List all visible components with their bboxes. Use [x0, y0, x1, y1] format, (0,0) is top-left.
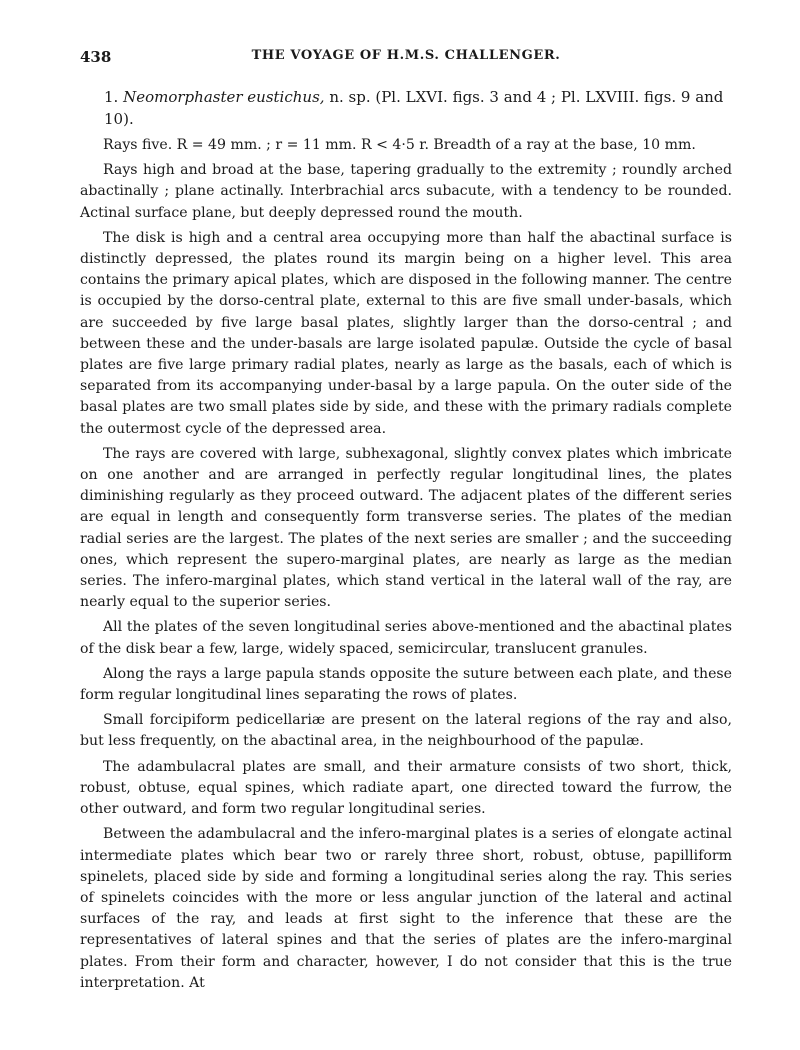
paragraph-adambulacral: The adambulacral plates are small, and their armature consists of two short, thick, robust, obtuse, equal spines, which radiate apart, one directed toward the furrow, the other outward, and form two regular longitudinal series.	[80, 758, 732, 818]
paragraph-granules: All the plates of the seven longitudinal series above-mentioned and the abactinal plates of the disk bear a few, large, widely spaced, semicircular, translucent granules.	[80, 619, 732, 657]
species-heading	[80, 86, 732, 130]
paragraph-pedicellariae: Small forcipiform pedicellariæ are present on the lateral regions of the ray and also, but less frequently, on the abactinal area, in the neighbourhood of the papulæ.	[80, 712, 732, 750]
species-name: Neomorphaster eustichus,	[123, 88, 325, 106]
paragraph-actinal-intermediate: Between the adambulacral and the infero-marginal plates is a series of elongate actinal intermediate plates which bear two or rarely three short, robust, obtuse, papilliform spinelets, placed side by side and forming a longitudinal series along the ray. This series of spinelets coincides with the more or less angular junction of the lateral and actinal surfaces of the ray, and leads at first sight to the inference that these are the representatives of lateral spines and that the series of plates are the infero-marginal plates. From their form and character, however, I do not consider that this is the true interpretation. At	[80, 826, 732, 991]
entry-number: 1.	[104, 88, 119, 106]
paragraph-rays: Rays high and broad at the base, tapering gradually to the extremity ; roundly arched abactinally ; plane actinally. Interbrachial arcs subacute, with a tendency to be rounded. Actinal surface plane, but deeply depressed round the mouth.	[80, 162, 732, 221]
paragraph-papulae: Along the rays a large papula stands opposite the suture between each plate, and these form regular longitudinal lines separating the rows of plates.	[80, 665, 732, 704]
body-text	[80, 135, 732, 994]
paragraph-ray-plates: The rays are covered with large, subhexagonal, slightly convex plates which imbricate on one another and are arranged in perfectly regular longitudinal lines, the plates diminishing regularly as they proceed outward. The adjacent plates of the different series are equal in length and consequently form transverse series. The plates of the median radial series are the largest. The plates of the next series are smaller ; and the succeeding ones, which represent the supero-marginal plates, are nearly as large as the median series. The infero-marginal plates, which stand vertical in the lateral wall of the ray, are nearly equal to the superior series.	[80, 445, 732, 611]
page-header	[80, 42, 732, 68]
page-number: 438	[80, 48, 112, 66]
paragraph-disk: The disk is high and a central area occupying more than half the abactinal surface is distinctly depressed, the plates round its margin being on a higher level. This area contains the primary apical plates, which are disposed in the following manner. The centre is occupied by the dorso-central plate, external to this are five small under-basals, which are succeeded by five large basal plates, slightly larger than the dorso-central ; and between these and the under-basals are large isolated papulæ. Outside the cycle of basal plates are five large primary radial plates, nearly as large as the basals, each of which is separated from its accompanying under-basal by a large papula. On the outer side of the basal plates are two small plates side by side, and these with the primary radials complete the outermost cycle of the depressed area.	[80, 229, 732, 437]
paragraph-measurements: Rays five. R = 49 mm. ; r = 11 mm. R < 4·5 r. Breadth of a ray at the base, 10 mm.	[103, 137, 696, 153]
plate-references: n. sp. (Pl. LXVI. figs. 3 and 4 ; Pl. LXVIII. figs. 9 and 10).	[104, 88, 724, 128]
running-head: THE VOYAGE OF H.M.S. CHALLENGER.	[251, 48, 561, 63]
